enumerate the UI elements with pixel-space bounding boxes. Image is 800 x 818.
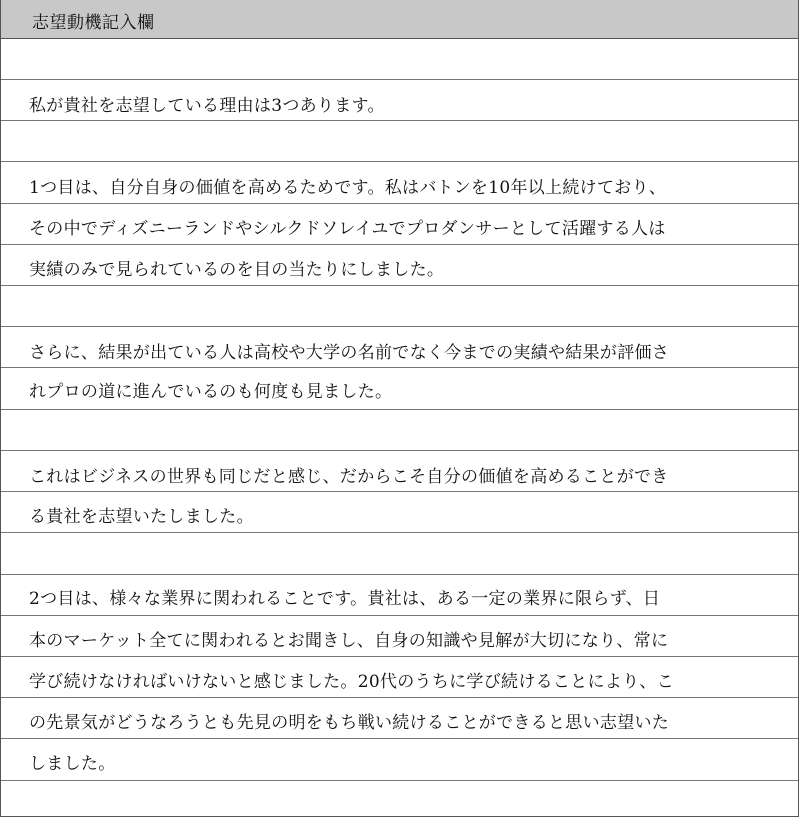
line-text: 本のマーケット全てに関われるとお聞きし、自身の知識や見解が大切になり、常に [29,631,669,651]
form-line[interactable] [1,245,798,286]
form-line[interactable] [1,492,798,533]
form-title: 志望動機記入欄 [32,13,155,33]
form-line[interactable] [1,410,798,451]
form-line[interactable] [1,368,798,410]
form-line[interactable] [1,80,798,121]
line-text: 私が貴社を志望している理由は3つあります。 [29,96,385,116]
form-line[interactable] [1,533,798,575]
form-line[interactable] [1,286,798,327]
form-line[interactable] [1,657,798,698]
line-text: る貴社を志望いたしました。 [29,507,254,527]
line-text: さらに、結果が出ている人は高校や大学の名前でなく今までの実績や結果が評価さ [29,343,670,363]
form-line[interactable] [1,781,798,817]
form-line[interactable] [1,204,798,245]
line-text: の先景気がどうなろうとも先見の明をもち戦い続けることができると思い志望いた [29,713,670,733]
line-text: これはビジネスの世界も同じだと感じ、だからこそ自分の価値を高めることができ [29,467,669,487]
form-line[interactable] [1,39,798,80]
form-line[interactable] [1,616,798,657]
form-line[interactable] [1,575,798,616]
form-header [1,0,798,39]
form-line[interactable] [1,327,798,368]
line-text: れプロの道に進んでいるのも何度も見ました。 [29,382,393,402]
form-line[interactable] [1,121,798,162]
line-text: 1つ目は、自分自身の価値を高めるためです。私はバトンを10年以上続けており、 [29,178,667,198]
form-line[interactable] [1,451,798,492]
line-text: 学び続けなければいけないと感じました。20代のうちに学び続けることにより、こ [29,672,675,692]
line-text: その中でディズニーランドやシルクドソレイユでプロダンサーとして活躍する人は [29,219,666,239]
form-line[interactable] [1,162,798,204]
form-line[interactable] [1,698,798,739]
line-text: しました。 [29,754,116,774]
line-text: 2つ目は、様々な業界に関われることです。貴社は、ある一定の業界に限らず、日 [29,589,661,609]
line-text: 実績のみで見られているのを目の当たりにしました。 [29,260,445,280]
form-line[interactable] [1,739,798,781]
